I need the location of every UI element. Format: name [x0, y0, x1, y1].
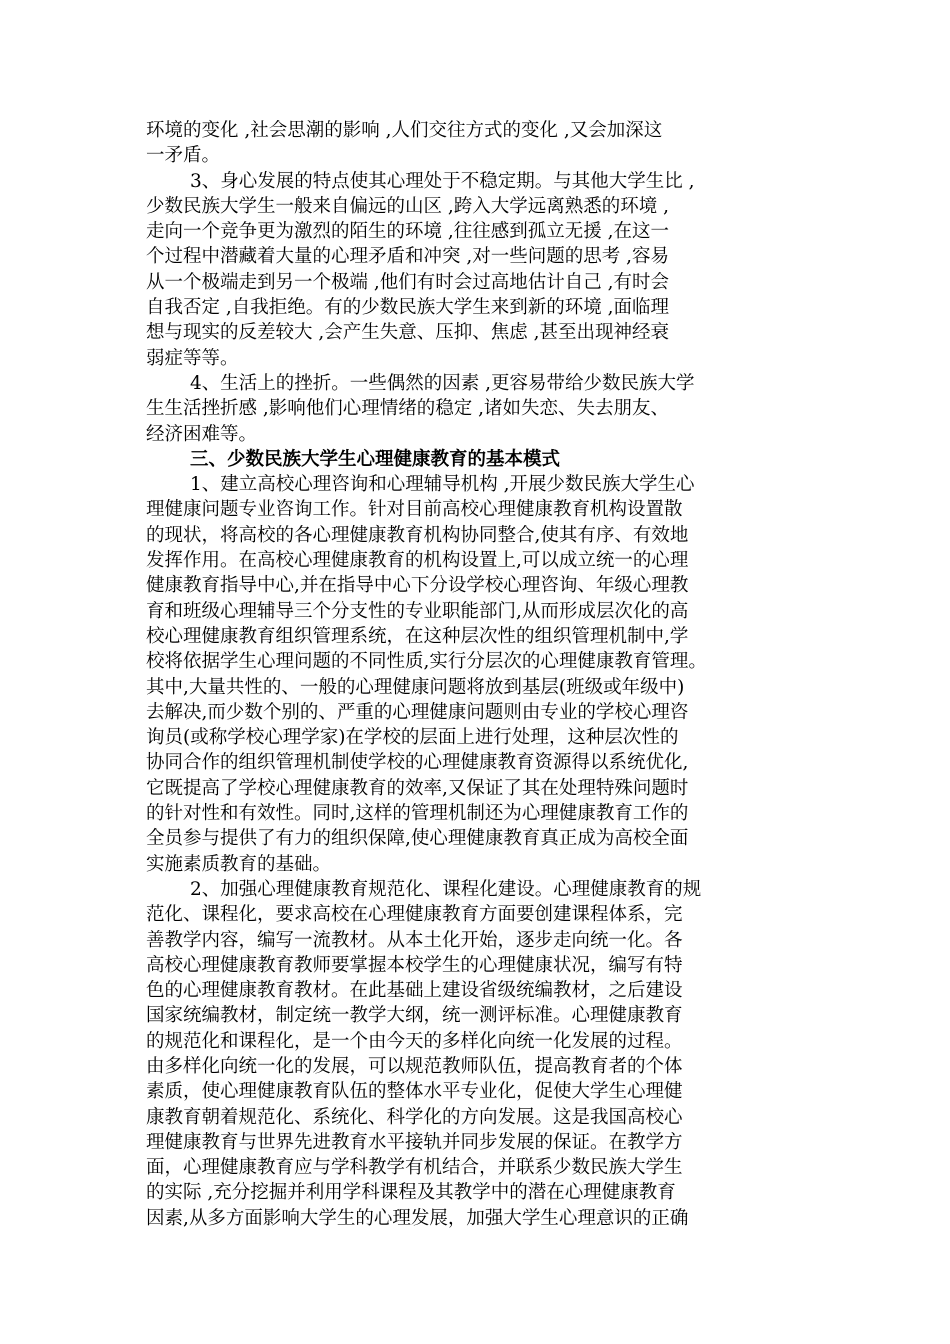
text-line: 去解决,而少数个别的、严重的心理健康问题则由专业的学校心理咨 — [146, 701, 689, 723]
text-line: 高校心理健康教育教师要掌握本校学生的心理健康状况，编写有特 — [146, 954, 683, 976]
text-line: 国家统编教材，制定统一教学大纲，统一测评标准。心理健康教育 — [146, 1005, 683, 1027]
text-line: 色的心理健康教育教材。在此基础上建设省级统编教材，之后建设 — [146, 980, 683, 1002]
text-line: 由多样化向统一化的发展，可以规范教师队伍，提高教育者的个体 — [146, 1055, 683, 1077]
text-line: 3、身心发展的特点使其心理处于不稳定期。与其他大学生比 , — [190, 170, 695, 192]
text-line: 1、建立高校心理咨询和心理辅导机构 ,开展少数民族大学生心 — [190, 474, 695, 496]
text-line: 发挥作用。在高校心理健康教育的机构设置上,可以成立统一的心理 — [146, 550, 689, 572]
text-line: 范化、课程化，要求高校在心理健康教育方面要创建课程体系，完 — [146, 904, 683, 926]
text-line: 少数民族大学生一般来自偏远的山区 ,跨入大学远离熟悉的环境 , — [146, 195, 670, 217]
text-line: 因素,从多方面影响大学生的心理发展，加强大学生心理意识的正确 — [146, 1207, 689, 1229]
text-line: 的规范化和课程化，是一个由今天的多样化向统一化发展的过程。 — [146, 1030, 683, 1052]
text-line: 一矛盾。 — [146, 145, 221, 167]
text-line: 的实际 ,充分挖掘并利用学科课程及其教学中的潜在心理健康教育 — [146, 1182, 676, 1204]
text-line: 善教学内容，编写一流教材。从本土化开始，逐步走向统一化。各 — [146, 929, 683, 951]
text-line: 康教育朝着规范化、系统化、科学化的方向发展。这是我国高校心 — [146, 1106, 683, 1128]
text-line: 全员参与提供了有力的组织保障,使心理健康教育真正成为高校全面 — [146, 828, 689, 850]
text-line: 走向一个竞争更为激烈的陌生的环境 ,往往感到孤立无援 ,在这一 — [146, 221, 670, 243]
text-line: 2、加强心理健康教育规范化、课程化建设。心理健康教育的规 — [190, 878, 702, 900]
text-line: 健康教育指导中心,并在指导中心下分设学校心理咨询、年级心理教 — [146, 575, 689, 597]
text-line: 育和班级心理辅导三个分支性的专业职能部门,从而形成层次化的高 — [146, 600, 689, 622]
text-line: 校将依据学生心理问题的不同性质,实行分层次的心理健康教育管理。 — [146, 651, 707, 673]
text-line: 实施素质教育的基础。 — [146, 853, 332, 875]
document-page — [146, 118, 816, 1231]
section-heading: 三、少数民族大学生心理健康教育的基本模式 — [190, 448, 561, 470]
text-line: 从一个极端走到另一个极端 ,他们有时会过高地估计自己 ,有时会 — [146, 271, 670, 293]
text-line: 的针对性和有效性。同时,这样的管理机制还为心理健康教育工作的 — [146, 803, 689, 825]
text-line: 的现状，将高校的各心理健康教育机构协同整合,使其有序、有效地 — [146, 524, 689, 546]
text-line: 理健康问题专业咨询工作。针对目前高校心理健康教育机构设置散 — [146, 499, 683, 521]
text-line: 询员(或称学校心理学家)在学校的层面上进行处理，这种层次性的 — [146, 727, 679, 749]
text-line: 4、生活上的挫折。一些偶然的因素 ,更容易带给少数民族大学 — [190, 372, 695, 394]
text-line: 理健康教育与世界先进教育水平接轨并同步发展的保证。在教学方 — [146, 1131, 683, 1153]
text-line: 其中,大量共性的、一般的心理健康问题将放到基层(班级或年级中) — [146, 676, 685, 698]
text-line: 弱症等等。 — [146, 347, 239, 369]
text-line: 素质，使心理健康教育队伍的整体水平专业化，促使大学生心理健 — [146, 1081, 683, 1103]
text-line: 经济困难等。 — [146, 423, 258, 445]
text-line: 校心理健康教育组织管理系统，在这种层次性的组织管理机制中,学 — [146, 625, 689, 647]
text-line: 生生活挫折感 ,影响他们心理情绪的稳定 ,诸如失恋、失去朋友、 — [146, 398, 670, 420]
text-line: 环境的变化 ,社会思潮的影响 ,人们交往方式的变化 ,又会加深这 — [146, 120, 663, 141]
text-line: 它既提高了学校心理健康教育的效率,又保证了其在处理特殊问题时 — [146, 777, 689, 799]
text-line: 个过程中潜藏着大量的心理矛盾和冲突 ,对一些问题的思考 ,容易 — [146, 246, 670, 268]
text-line: 面，心理健康教育应与学科教学有机结合，并联系少数民族大学生 — [146, 1157, 683, 1179]
text-line: 想与现实的反差较大 ,会产生失意、压抑、焦虑 ,甚至出现神经衰 — [146, 322, 670, 344]
text-line: 自我否定 ,自我拒绝。有的少数民族大学生来到新的环境 ,面临理 — [146, 297, 670, 319]
text-line: 协同合作的组织管理机制使学校的心理健康教育资源得以系统优化, — [146, 752, 689, 774]
